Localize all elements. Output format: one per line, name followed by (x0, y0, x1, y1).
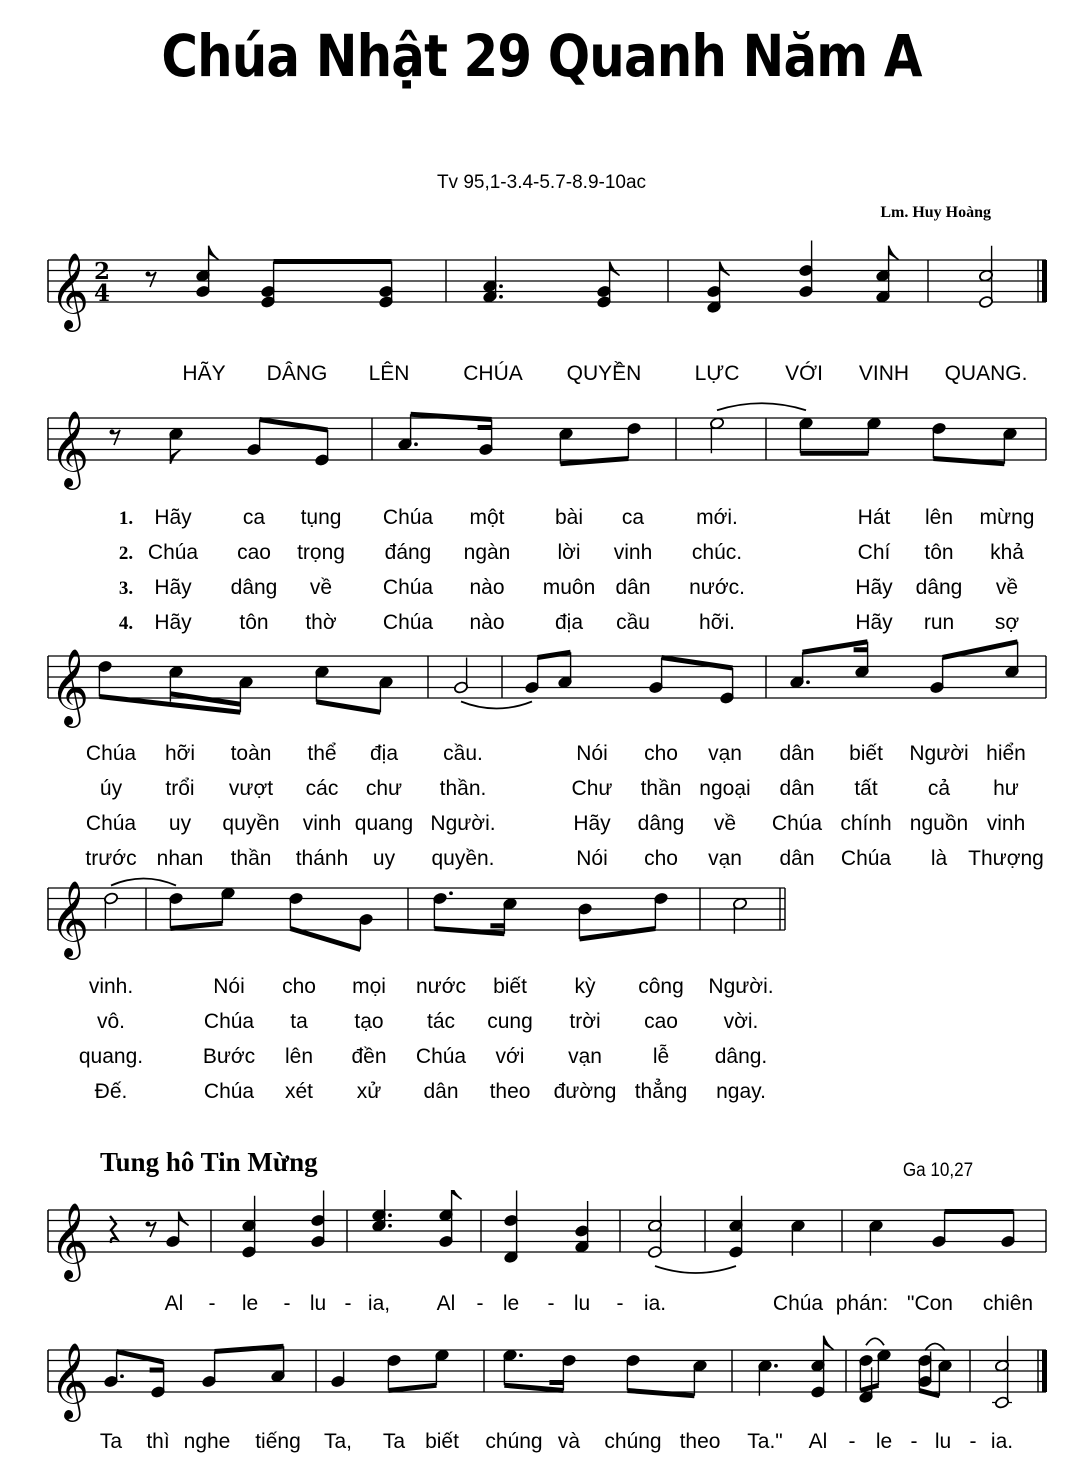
lyric-syllable: le (875, 1430, 893, 1453)
lyric-syllable: tôn (924, 541, 954, 564)
lyric-syllable: Hát (857, 506, 891, 529)
lyric-syllable: về (995, 576, 1019, 599)
augmentation-dot (449, 891, 453, 895)
lyric-syllable: dâng (915, 576, 963, 599)
lyric-syllable: dân (779, 777, 815, 800)
lyric-syllable: nào (469, 576, 505, 599)
tie-slur (866, 1338, 884, 1345)
lyric-syllable: đáng (384, 541, 432, 564)
augmentation-dot (388, 1224, 392, 1228)
lyric-syllable: cầu (616, 611, 650, 634)
lyric-syllable: Hãy (573, 812, 611, 835)
lyric-syllable: Ta." (747, 1430, 783, 1453)
lyric-syllable: Chúa (147, 541, 199, 564)
lyric-syllable: VỚI (785, 362, 823, 385)
staff-verse-system-1 (0, 398, 1083, 498)
lyric-syllable: tất (854, 777, 878, 800)
note-flag (889, 246, 899, 260)
tie-slur (111, 879, 176, 886)
lyric-syllable: Người (909, 742, 969, 765)
lyric-syllable: Chúa (382, 576, 434, 599)
augmentation-dot (519, 1353, 523, 1357)
lyric-syllable: dân (615, 576, 651, 599)
lyric-syllable: xét (284, 1080, 314, 1103)
lyric-syllable: biết (493, 975, 527, 998)
lyric-syllable: - (848, 1430, 856, 1453)
lyric-syllable: theo (679, 1430, 721, 1453)
lyric-syllable: ta (290, 1010, 308, 1033)
lyric-syllable: dân (423, 1080, 459, 1103)
lyric-syllable: các (305, 777, 339, 800)
augmentation-dot (120, 1374, 124, 1378)
lyric-syllable: Chúa (772, 1292, 824, 1315)
lyric-syllable: Ta (382, 1430, 406, 1453)
beam (388, 1385, 436, 1390)
lyric-syllable: Hãy (855, 611, 893, 634)
lyric-syllable: uy (372, 847, 396, 870)
lyric-syllable: QUYỀN (566, 362, 642, 385)
lyric-syllable: Hãy (154, 576, 192, 599)
lyric-syllable: thể (307, 742, 337, 765)
lyric-syllable: thánh (295, 847, 349, 870)
lyric-syllable: - (547, 1292, 555, 1315)
lyric-syllable: Al (436, 1292, 456, 1315)
lyric-syllable: nhan (156, 847, 204, 870)
lyric-syllable: sợ (994, 611, 1020, 634)
lyric-syllable: Thượng (968, 847, 1044, 870)
lyric-syllable: VINH (858, 362, 910, 385)
lyric-syllable: Nói (213, 975, 245, 998)
acclamation-reference: Ga 10,27 (902, 1160, 973, 1181)
lyric-syllable: lễ (652, 1045, 670, 1068)
time-signature-top: 2 (94, 258, 111, 285)
lyric-syllable: lu (934, 1430, 952, 1453)
beam (316, 702, 380, 713)
beam (290, 929, 360, 950)
lyric-syllable: khả (990, 541, 1024, 564)
lyric-syllable: thì (146, 1430, 170, 1453)
lyric-syllable: Chúa (85, 812, 137, 835)
lyric-syllable: cung (487, 1010, 533, 1033)
lyric-syllable: chúng (604, 1430, 662, 1453)
augmentation-dot (499, 284, 503, 288)
lyric-syllable: Chúa (203, 1080, 255, 1103)
lyric-syllable: Hãy (154, 506, 192, 529)
lyric-syllable: vượt (228, 777, 274, 800)
lyric-syllable: vạn (708, 847, 742, 870)
lyric-syllable: chiên (982, 1292, 1034, 1315)
lyric-syllable: lu (309, 1292, 327, 1315)
augmentation-dot (388, 1213, 392, 1217)
lyric-syllable: trổi (165, 777, 195, 800)
lyric-syllable: Chúa (85, 742, 137, 765)
lyric-syllable: dân (779, 742, 815, 765)
lyric-syllable: nguồn (909, 812, 969, 835)
lyric-syllable: nghe (183, 1430, 231, 1453)
lyric-syllable: công (638, 975, 684, 998)
verse-number: 2. (118, 543, 134, 564)
lyric-syllable: đền (351, 1045, 387, 1068)
lyric-syllable: địa (369, 742, 399, 765)
beam (538, 652, 571, 657)
beam (170, 694, 240, 705)
lyric-syllable: - (208, 1292, 216, 1315)
lyric-syllable: - (910, 1430, 918, 1453)
note-flag (209, 246, 219, 260)
treble-clef-icon: 𝄞 (50, 880, 90, 957)
lyric-syllable: Chúa (382, 611, 434, 634)
beam (411, 414, 492, 419)
treble-clef-icon: 𝄞 (50, 1202, 90, 1279)
lyric-syllable: vô. (96, 1010, 126, 1033)
staff-refrain (0, 240, 1083, 340)
lyric-syllable: dâng (230, 576, 278, 599)
lyric-syllable: ia. (990, 1430, 1014, 1453)
lyric-syllable: hỡi (164, 742, 196, 765)
lyric-syllable: trời (569, 1010, 601, 1033)
lyric-syllable: lời (557, 541, 581, 564)
lyric-syllable: chư (365, 777, 403, 800)
verse-number: 3. (118, 578, 134, 599)
lyric-syllable: run (923, 611, 955, 634)
lyric-syllable: LỰC (694, 362, 740, 385)
lyric-syllable: Người. (430, 812, 496, 835)
staff-acclamation-1 (0, 1190, 1083, 1290)
lyric-syllable: cho (282, 975, 316, 998)
lyric-syllable: lu (573, 1292, 591, 1315)
beam (933, 459, 1004, 464)
lyric-syllable: quang (354, 812, 414, 835)
lyric-syllable: muôn (542, 576, 596, 599)
augmentation-dot (414, 442, 418, 446)
lyric-syllable: thẳng (634, 1080, 688, 1103)
lyric-syllable: Chúa (771, 812, 823, 835)
lyric-syllable: nước (415, 975, 467, 998)
lyric-syllable: một (469, 506, 505, 529)
lyric-syllable: vinh. (88, 975, 134, 998)
lyric-syllable: toàn (230, 742, 272, 765)
lyric-syllable: mới. (696, 506, 738, 529)
lyric-syllable: chúng (485, 1430, 543, 1453)
lyric-syllable: - (283, 1292, 291, 1315)
tie-slur (461, 702, 532, 709)
lyric-syllable: địa (554, 611, 584, 634)
lyric-syllable: Người. (708, 975, 774, 998)
treble-clef-icon: 𝄞 (50, 410, 90, 487)
verse-number: 1. (118, 508, 134, 529)
note-flag (720, 262, 730, 276)
lyric-syllable: vạn (708, 742, 742, 765)
beam (943, 642, 1018, 658)
lyric-syllable: thần (640, 777, 682, 800)
lyric-syllable: lên (284, 1045, 314, 1068)
lyric-syllable: tiếng (255, 1430, 301, 1453)
lyric-syllable: phán: (835, 1292, 889, 1315)
note-flag (824, 1336, 834, 1350)
beam (170, 923, 222, 928)
lyric-syllable: cao (237, 541, 271, 564)
lyric-syllable: tụng (300, 506, 342, 529)
lyric-syllable: với (495, 1045, 525, 1068)
lyric-syllable: - (344, 1292, 352, 1315)
lyric-syllable: cho (644, 742, 678, 765)
lyric-syllable: kỳ (574, 975, 596, 998)
lyric-syllable: "Con (907, 1292, 953, 1315)
lyric-syllable: nào (469, 611, 505, 634)
lyric-syllable: DÂNG (266, 362, 328, 385)
lyric-syllable: tạo (354, 1010, 384, 1033)
lyric-syllable: thờ (305, 611, 337, 634)
lyric-syllable: cho (644, 847, 678, 870)
tie-slur (717, 403, 806, 410)
lyric-syllable: Ta (99, 1430, 123, 1453)
augmentation-dot (806, 680, 810, 684)
lyric-syllable: dâng (637, 812, 685, 835)
lyric-syllable: ia. (643, 1292, 667, 1315)
verse-number: 4. (118, 613, 134, 634)
lyric-syllable: Chúa (382, 506, 434, 529)
lyric-syllable: bài (554, 506, 584, 529)
lyric-syllable: dân (779, 847, 815, 870)
augmentation-dot (499, 295, 503, 299)
lyric-syllable: Ta, (323, 1430, 353, 1453)
lyric-syllable: ca (621, 506, 645, 529)
composer-credit: Lm. Huy Hoàng (880, 204, 991, 221)
staff-acclamation-2 (0, 1330, 1083, 1430)
lyric-syllable: trọng (297, 541, 345, 564)
lyric-syllable: - (476, 1292, 484, 1315)
lyric-syllable: hư (993, 777, 1019, 800)
lyric-syllable: cả (927, 777, 951, 800)
lyric-syllable: dâng. (714, 1045, 768, 1068)
lyric-syllable: QUANG. (944, 362, 1028, 385)
lyric-syllable: Chí (857, 541, 891, 564)
lyric-syllable: Al (808, 1430, 828, 1453)
lyric-syllable: đường (553, 1080, 617, 1103)
note-flag (610, 262, 620, 276)
note-flag (452, 1190, 462, 1199)
beam (919, 1391, 939, 1396)
beam (860, 1385, 878, 1390)
lyric-syllable: le (502, 1292, 520, 1315)
lyric-syllable: tác (426, 1010, 456, 1033)
lyric-syllable: ngàn (463, 541, 511, 564)
lyric-syllable: ca (242, 506, 266, 529)
lyric-syllable: cao (644, 1010, 678, 1033)
lyric-syllable: Chúa (415, 1045, 467, 1068)
lyric-syllable: Đế. (94, 1080, 128, 1103)
lyric-syllable: úy (99, 777, 123, 800)
lyric-syllable: Nói (576, 847, 608, 870)
lyric-syllable: lên (924, 506, 954, 529)
treble-clef-icon: 𝄞 (50, 252, 90, 329)
lyric-syllable: theo (489, 1080, 531, 1103)
lyric-syllable: về (713, 812, 737, 835)
lyric-syllable: Chư (571, 777, 613, 800)
lyric-syllable: hiển (986, 742, 1026, 765)
beam (215, 1346, 284, 1351)
page-title: Chúa Nhật 29 Quanh Năm A (161, 22, 922, 90)
lyric-syllable: hỡi. (699, 611, 735, 634)
lyric-syllable: Chúa (203, 1010, 255, 1033)
lyric-syllable: - (616, 1292, 624, 1315)
final-barline (1042, 1350, 1047, 1392)
lyric-syllable: biết (425, 1430, 459, 1453)
lyric-syllable: xử (356, 1080, 382, 1103)
time-signature-bottom: 4 (94, 280, 111, 307)
augmentation-dot (774, 1364, 778, 1368)
note-flag (179, 1212, 189, 1226)
lyric-syllable: HÃY (182, 362, 226, 385)
treble-clef-icon: 𝄞 (50, 648, 90, 725)
lyric-syllable: tôn (239, 611, 269, 634)
lyric-syllable: LÊN (368, 362, 410, 385)
beam (434, 929, 504, 934)
lyric-syllable: quyền. (431, 847, 495, 870)
lyric-syllable: le (241, 1292, 259, 1315)
lyric-syllable: quyền (222, 812, 280, 835)
treble-clef-icon: 𝄞 (50, 1342, 90, 1419)
lyric-syllable: Hãy (154, 611, 192, 634)
lyric-syllable: là (930, 847, 948, 870)
beam (560, 459, 628, 464)
lyric-syllable: trước (85, 847, 137, 870)
lyric-syllable: ia, (367, 1292, 391, 1315)
lyric-syllable: vời. (723, 1010, 759, 1033)
lyric-syllable: uy (168, 812, 192, 835)
staff-verse-system-3 (0, 868, 1083, 968)
beam (627, 1391, 694, 1396)
final-barline (1042, 260, 1047, 302)
lyric-syllable: cầu. (443, 742, 483, 765)
lyric-syllable: nước. (689, 576, 745, 599)
lyric-syllable: mọi (352, 975, 386, 998)
lyric-syllable: quang. (78, 1045, 144, 1068)
lyric-syllable: về (309, 576, 333, 599)
lyric-syllable: chúc. (691, 541, 743, 564)
tie-slur (655, 1266, 736, 1273)
lyric-syllable: Bước (202, 1045, 256, 1068)
lyric-syllable: biết (849, 742, 883, 765)
lyric-syllable: vinh (613, 541, 653, 564)
lyric-syllable: và (557, 1430, 581, 1453)
lyric-syllable: chính (840, 812, 892, 835)
note-flag (170, 450, 180, 464)
lyric-syllable: mừng (979, 506, 1035, 529)
lyric-syllable: - (969, 1430, 977, 1453)
lyric-syllable: Hãy (855, 576, 893, 599)
lyric-syllable: CHÚA (463, 362, 523, 385)
beam (504, 1385, 563, 1390)
lyric-syllable: Nói (576, 742, 608, 765)
lyric-syllable: ngoại (699, 777, 751, 800)
lyric-syllable: Chúa (840, 847, 892, 870)
lyric-syllable: Al (164, 1292, 184, 1315)
staff-verse-system-2 (0, 636, 1083, 736)
lyric-syllable: vinh (986, 812, 1026, 835)
acclamation-title: Tung hô Tin Mừng (100, 1147, 318, 1177)
psalm-reference: Tv 95,1-3.4-5.7-8.9-10ac (436, 172, 647, 193)
lyric-syllable: thần. (439, 777, 487, 800)
lyric-syllable: vạn (568, 1045, 602, 1068)
lyric-syllable: ngay. (716, 1080, 766, 1103)
lyric-syllable: thần (230, 847, 272, 870)
lyric-syllable: vinh (302, 812, 342, 835)
